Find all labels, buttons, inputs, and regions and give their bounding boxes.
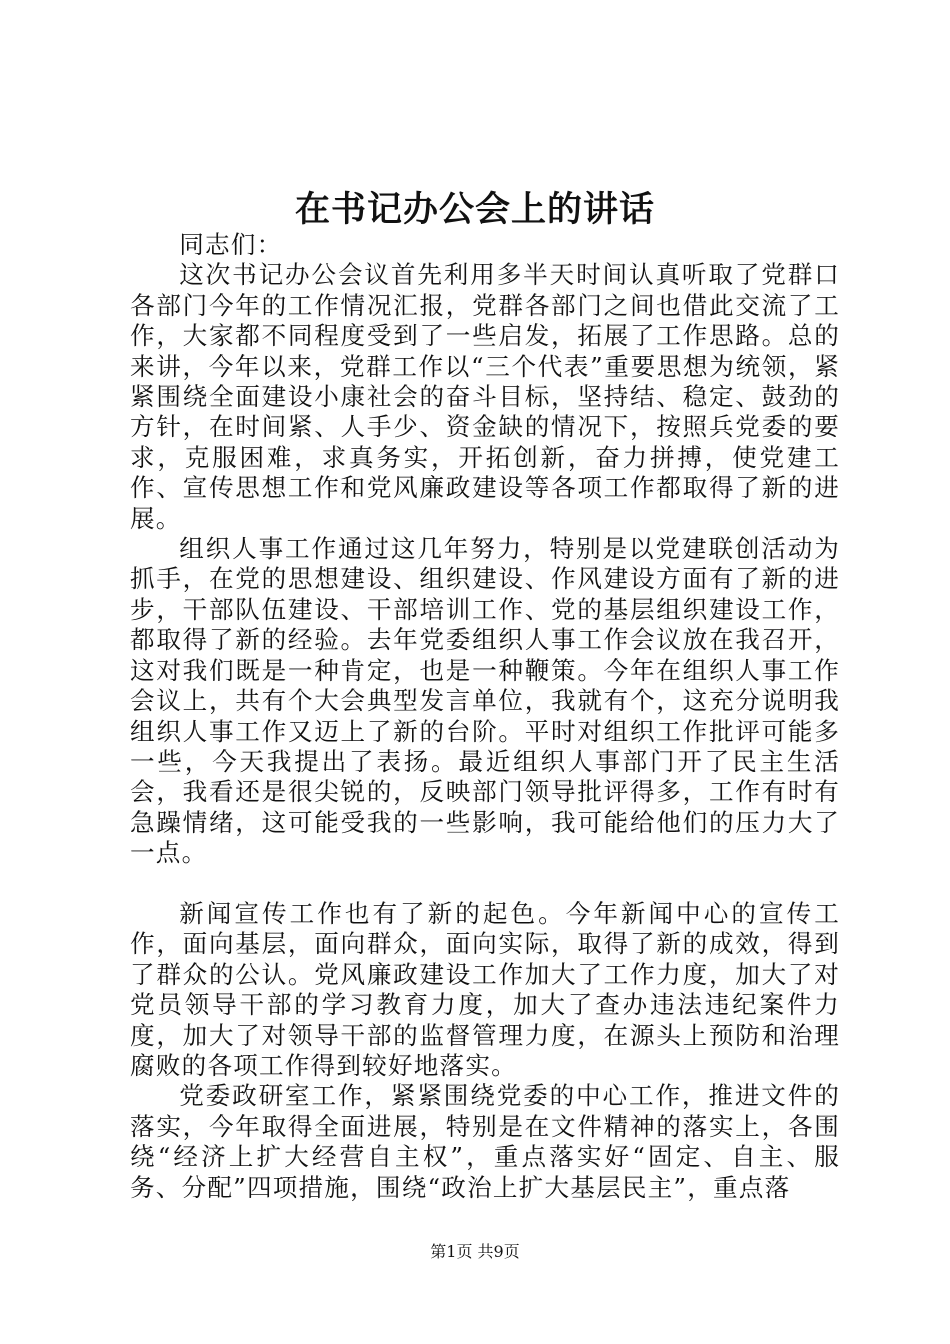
salutation: 同志们： [179, 230, 283, 259]
paragraph-3: 新闻宣传工作也有了新的起色。今年新闻中心的宣传工作，面向基层，面向群众，面向实际，取得了新的成效，得到了群众的公认。党风廉政建设工作加大了工作力度，加大了对党员领导干部的学习教育力度，加大了查办违法违纪案件力度，加大了对领导干部的监督管理力度，在源头上预防和治理腐败的各项工作得到较好地落实。 [130, 898, 840, 1080]
paragraph-2: 组织人事工作通过这几年努力，特别是以党建联创活动为抓手，在党的思想建设、组织建设、作风建设方面有了新的进步，干部队伍建设、干部培训工作、党的基层组织建设工作，都取得了新的经验。去年党委组织人事工作会议放在我召开，这对我们既是一种肯定，也是一种鞭策。今年在组织人事工作会议上，共有个大会典型发言单位，我就有个，这充分说明我组织人事工作又迈上了新的台阶。平时对组织工作批评可能多一些，今天我提出了表扬。最近组织人事部门开了民主生活会，我看还是很尖锐的，反映部门领导批评得多，工作有时有急躁情绪，这可能受我的一些影响，我可能给他们的压力大了一点。 [130, 534, 840, 868]
paragraph-1: 这次书记办公会议首先利用多半天时间认真听取了党群口各部门今年的工作情况汇报，党群各部门之间也借此交流了工作，大家都不同程度受到了一些启发，拓展了工作思路。总的来讲，今年以来，党群工作以“三个代表”重要思想为统领，紧紧围绕全面建设小康社会的奋斗目标，坚持结、稳定、鼓劲的方针，在时间紧、人手少、资金缺的情况下，按照兵党委的要求，克服困难，求真务实，开拓创新，奋力拼搏，使党建工作、宣传思想工作和党风廉政建设等各项工作都取得了新的进展。 [130, 260, 840, 533]
document-title: 在书记办公会上的讲话 [294, 189, 655, 230]
page-number-footer: 第1页 共9页 [430, 1242, 520, 1261]
paragraph-4: 党委政研室工作，紧紧围绕党委的中心工作，推进文件的落实，今年取得全面进展，特别是在文件精神的落实上，各围绕“经济上扩大经营自主权”，重点落实好“固定、自主、服务、分配”四项措施，围绕“政治上扩大基层民主”，重点落 [130, 1081, 840, 1202]
document-body [130, 230, 840, 1203]
